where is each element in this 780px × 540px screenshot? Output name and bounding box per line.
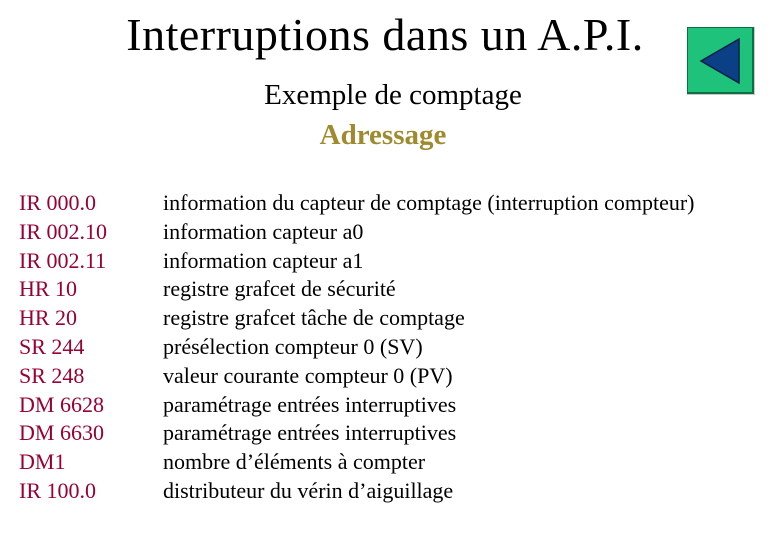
row-address: DM 6628 bbox=[19, 391, 104, 417]
row-description: registre grafcet de sécurité bbox=[163, 276, 396, 302]
table-row bbox=[19, 391, 694, 420]
table-row bbox=[19, 448, 694, 477]
row-address: DM 6630 bbox=[19, 420, 104, 446]
address-table bbox=[19, 189, 694, 506]
section-heading: Adressage bbox=[319, 119, 447, 151]
table-row bbox=[19, 333, 694, 362]
row-address: HR 10 bbox=[19, 276, 78, 302]
row-address: DM1 bbox=[19, 449, 66, 475]
table-row bbox=[19, 189, 694, 218]
row-description: paramétrage entrées interruptives bbox=[163, 420, 457, 446]
row-description: paramétrage entrées interruptives bbox=[163, 391, 457, 417]
table-row bbox=[19, 304, 694, 333]
row-description: présélection compteur 0 (SV) bbox=[163, 333, 423, 359]
row-description: distributeur du vérin d’aiguillage bbox=[163, 477, 454, 503]
row-address: SR 244 bbox=[19, 333, 85, 359]
row-description: information du capteur de comptage (interruption compteur) bbox=[163, 190, 695, 215]
row-description: nombre d’éléments à compter bbox=[163, 449, 426, 475]
row-address: IR 000.0 bbox=[19, 190, 96, 215]
table-row bbox=[19, 477, 694, 506]
row-description: valeur courante compteur 0 (PV) bbox=[163, 362, 453, 388]
row-address: HR 20 bbox=[19, 305, 78, 331]
row-address: IR 002.10 bbox=[19, 218, 107, 244]
table-row bbox=[19, 275, 694, 304]
row-description: information capteur a0 bbox=[163, 218, 364, 244]
table-row bbox=[19, 419, 694, 448]
row-address: SR 248 bbox=[19, 362, 85, 388]
slide-title: Interruptions dans un A.P.I. bbox=[126, 9, 644, 60]
table-row bbox=[19, 362, 694, 391]
row-address: IR 100.0 bbox=[19, 477, 96, 503]
table-row bbox=[19, 247, 694, 276]
row-address: IR 002.11 bbox=[19, 247, 107, 273]
row-description: information capteur a1 bbox=[163, 247, 364, 273]
table-row bbox=[19, 218, 694, 247]
slide-subtitle: Exemple de comptage bbox=[264, 79, 522, 111]
row-description: registre grafcet tâche de comptage bbox=[163, 305, 465, 331]
